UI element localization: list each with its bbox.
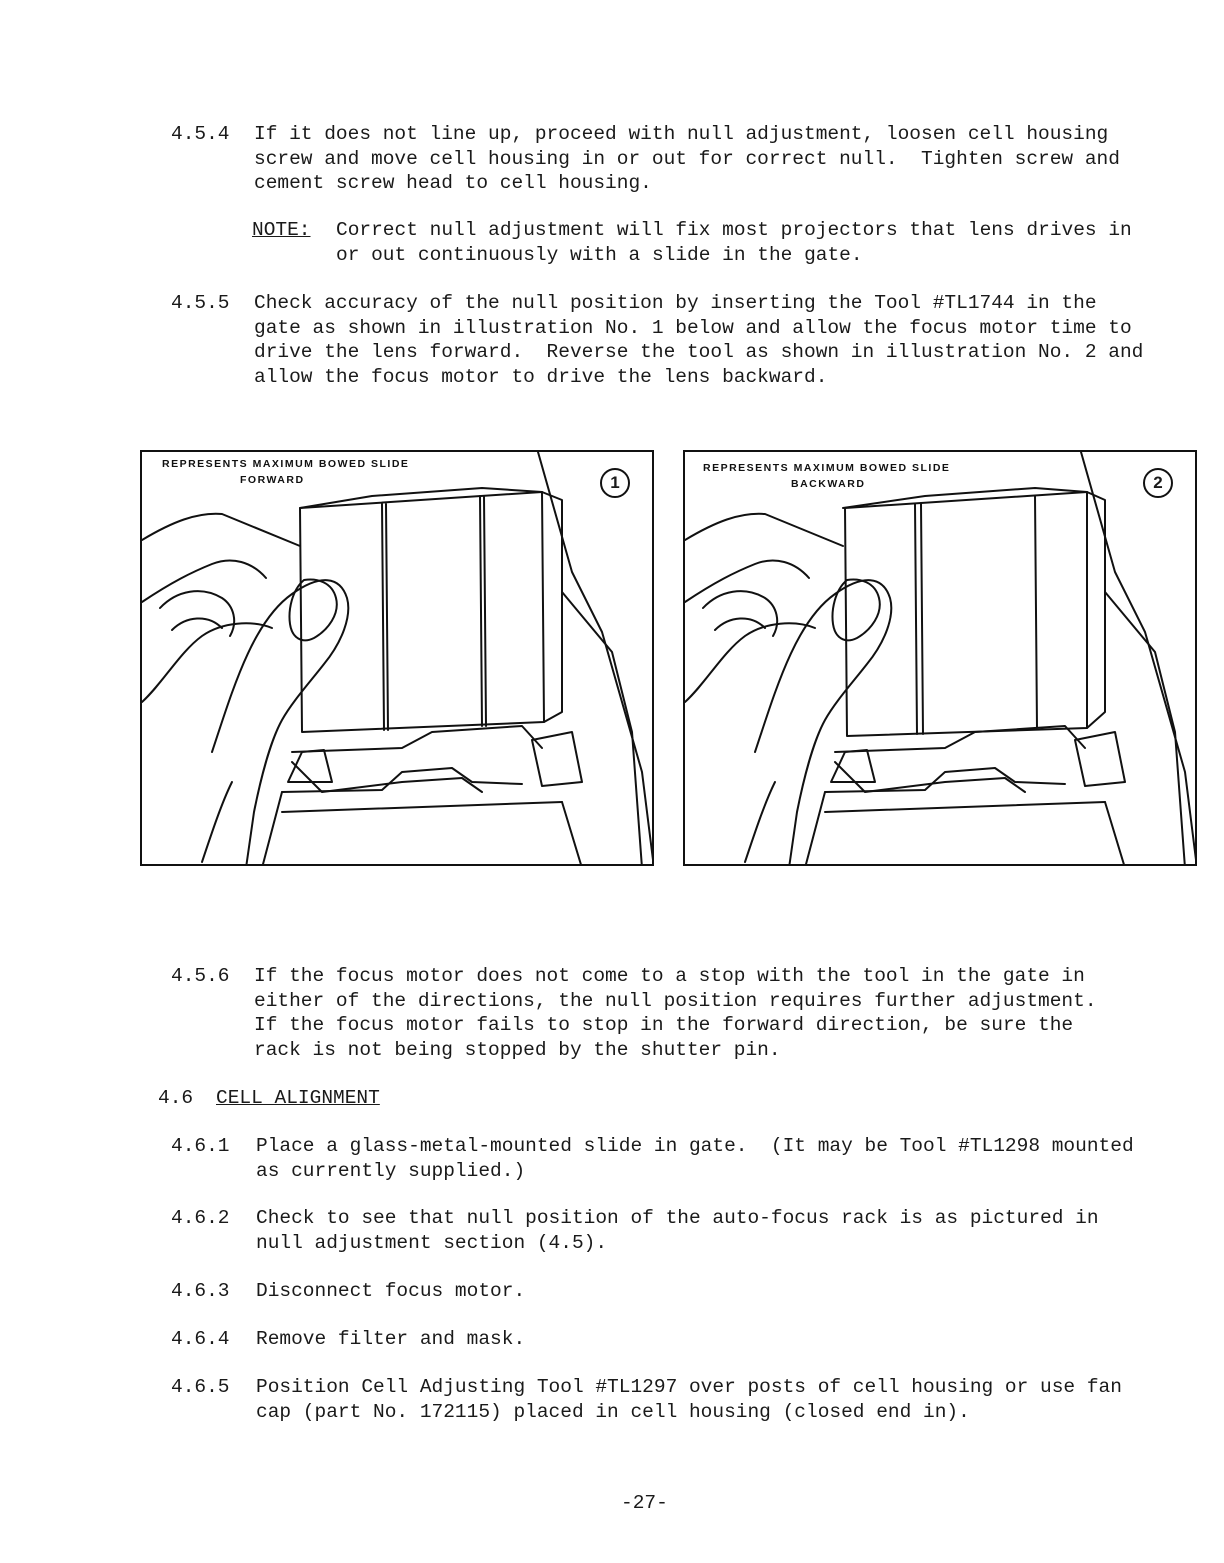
section-number: 4.6.2 xyxy=(171,1207,230,1229)
section-title: CELL ALIGNMENT xyxy=(216,1087,380,1109)
text-line: cap (part No. 172115) placed in cell housing (closed end in). xyxy=(256,1400,970,1423)
section-number: 4.6.3 xyxy=(171,1280,230,1302)
figure-number-badge: 1 xyxy=(600,468,630,498)
note-label: NOTE: xyxy=(252,219,311,241)
page-number: -27- xyxy=(621,1492,668,1514)
paragraph-body xyxy=(256,1206,1176,1255)
text-line: Disconnect focus motor. xyxy=(256,1280,526,1302)
paragraph-body xyxy=(256,1134,1176,1183)
section-number: 4.5.5 xyxy=(171,292,230,314)
text-line: or out continuously with a slide in the gate. xyxy=(336,243,863,266)
note-text xyxy=(336,218,1132,267)
text-line: rack is not being stopped by the shutter pin. xyxy=(254,1038,781,1061)
caption-direction: BACKWARD xyxy=(791,478,866,490)
text-line: Correct null adjustment will fix most projectors that lens drives in xyxy=(336,219,1132,241)
section-heading-4-6 xyxy=(158,1086,380,1111)
section-number: 4.6.4 xyxy=(171,1328,230,1350)
slide-in-gate-drawing xyxy=(685,452,1197,866)
paragraph-body xyxy=(254,291,1174,389)
section-number: 4.6.1 xyxy=(171,1135,230,1157)
paragraph-body xyxy=(254,122,1174,196)
paragraph-body xyxy=(256,1375,1176,1424)
text-line: If it does not line up, proceed with null adjustment, loosen cell housing xyxy=(254,123,1109,145)
text-line: gate as shown in illustration No. 1 below and allow the focus motor time to xyxy=(254,316,1132,339)
text-line: Place a glass-metal-mounted slide in gate. (It may be Tool #TL1298 mounted xyxy=(256,1135,1134,1157)
text-line: as currently supplied.) xyxy=(256,1159,526,1182)
text-line: drive the lens forward. Reverse the tool as shown in illustration No. 2 and xyxy=(254,341,1144,363)
section-number: 4.5.6 xyxy=(171,965,230,987)
text-line: If the focus motor fails to stop in the forward direction, be sure the xyxy=(254,1014,1074,1036)
figure-number-badge: 2 xyxy=(1143,468,1173,498)
illustration-2 xyxy=(683,450,1197,866)
text-line: Check accuracy of the null position by inserting the Tool #TL1744 in the xyxy=(254,292,1097,314)
text-line: null adjustment section (4.5). xyxy=(256,1231,608,1254)
section-number: 4.5.4 xyxy=(171,123,230,145)
figure-caption xyxy=(162,456,409,488)
illustration-1 xyxy=(140,450,654,866)
section-number: 4.6 xyxy=(158,1087,194,1109)
figure-caption xyxy=(703,460,950,492)
text-line: cement screw head to cell housing. xyxy=(254,172,652,194)
text-line: allow the focus motor to drive the lens backward. xyxy=(254,365,828,388)
text-line: either of the directions, the null position requires further adjustment. xyxy=(254,989,1097,1012)
paragraph-body xyxy=(256,1279,1176,1304)
text-line: Check to see that null position of the auto-focus rack is as pictured in xyxy=(256,1207,1099,1229)
slide-in-gate-drawing xyxy=(142,452,654,866)
paragraph-body xyxy=(256,1327,1176,1352)
section-number: 4.6.5 xyxy=(171,1376,230,1398)
text-line: Remove filter and mask. xyxy=(256,1328,526,1350)
caption-direction: FORWARD xyxy=(240,474,305,486)
caption-line: REPRESENTS MAXIMUM BOWED SLIDE xyxy=(703,462,951,474)
caption-line: REPRESENTS MAXIMUM BOWED SLIDE xyxy=(162,458,410,470)
text-line: Position Cell Adjusting Tool #TL1297 over posts of cell housing or use fan xyxy=(256,1376,1122,1398)
paragraph-body xyxy=(254,964,1174,1062)
text-line: If the focus motor does not come to a stop with the tool in the gate in xyxy=(254,965,1085,987)
text-line: screw and move cell housing in or out for correct null. Tighten screw and xyxy=(254,147,1120,170)
